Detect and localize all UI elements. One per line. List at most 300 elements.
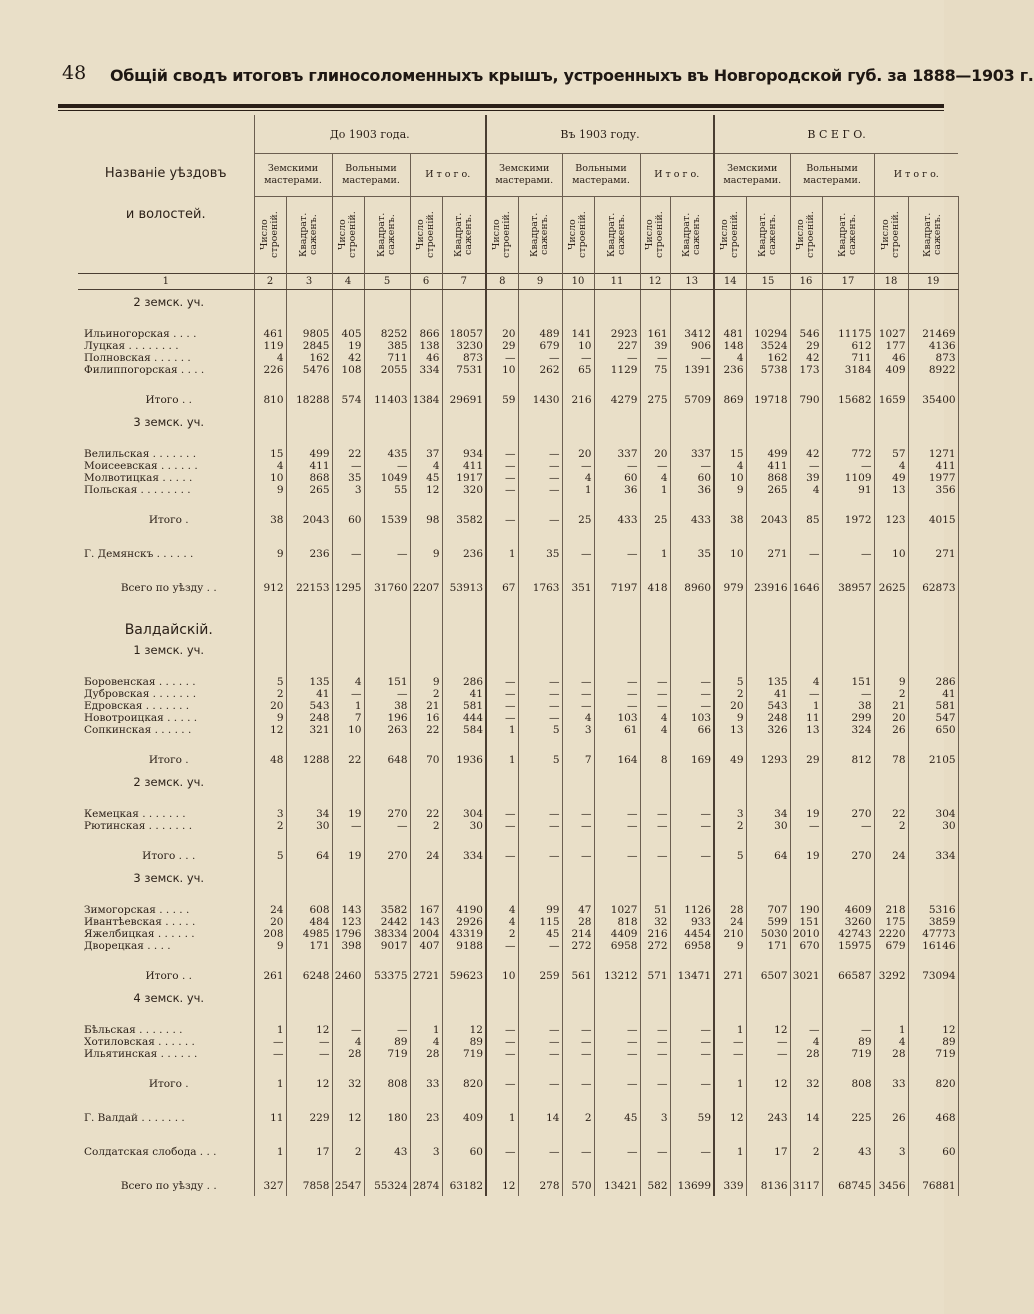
table-cell: 650 (908, 724, 958, 736)
table-cell: — (518, 352, 562, 364)
table-cell: 17 (746, 1142, 790, 1162)
table-cell: 5 (254, 846, 286, 866)
table-cell: — (714, 1048, 746, 1060)
table-cell (332, 952, 364, 966)
table-cell: 32 (640, 916, 670, 928)
table-cell: — (790, 820, 822, 832)
table-cell: 4 (790, 676, 822, 688)
table-cell (286, 598, 332, 612)
table-cell: 9805 (286, 328, 332, 340)
table-cell: 679 (518, 340, 562, 352)
table-cell: 324 (822, 724, 874, 736)
table-cell: 4 (640, 724, 670, 736)
column-number: 11 (594, 274, 640, 290)
table-cell (874, 290, 908, 315)
table-cell (746, 832, 790, 846)
table-cell: 10 (714, 472, 746, 484)
name-header-line-1: Названіе уѣздовъ (104, 166, 227, 181)
table-cell (594, 1010, 640, 1024)
table-cell: 790 (790, 390, 822, 410)
table-cell (486, 290, 518, 315)
table-cell (486, 662, 518, 676)
table-cell: 270 (822, 808, 874, 820)
table-cell (790, 662, 822, 676)
table-cell (670, 890, 714, 904)
table-cell (442, 1162, 486, 1176)
table-cell (332, 794, 364, 808)
table-cell: 435 (364, 448, 410, 460)
row-name (78, 952, 254, 966)
table-cell (714, 290, 746, 315)
total-row (78, 1142, 958, 1162)
table-cell (254, 612, 286, 638)
unit-header-text: Число строеній. (880, 211, 902, 259)
table-cell: 48 (254, 750, 286, 770)
table-cell (822, 662, 874, 676)
table-cell (562, 496, 594, 510)
table-cell: 62873 (908, 578, 958, 598)
unit-header (670, 197, 714, 274)
table-cell (874, 890, 908, 904)
table-cell: — (364, 460, 410, 472)
table-cell: 51 (640, 904, 670, 916)
table-cell (670, 662, 714, 676)
table-cell: 4 (562, 472, 594, 484)
table-cell (594, 612, 640, 638)
table-cell: 7 (562, 750, 594, 770)
gap-row (78, 794, 958, 808)
table-row (78, 340, 958, 352)
table-cell: 1 (874, 1024, 908, 1036)
table-cell (746, 770, 790, 794)
table-row (78, 724, 958, 736)
table-cell (410, 890, 442, 904)
table-cell (254, 1128, 286, 1142)
table-cell (442, 564, 486, 578)
table-cell: 4 (790, 1036, 822, 1048)
table-cell (640, 434, 670, 448)
table-cell: — (594, 1074, 640, 1094)
total-row (78, 1176, 958, 1196)
table-cell (670, 598, 714, 612)
unit-header (908, 197, 958, 274)
table-cell: 22 (332, 448, 364, 460)
table-cell (640, 794, 670, 808)
table-cell: 1 (254, 1074, 286, 1094)
table-cell: 24 (254, 904, 286, 916)
table-cell (562, 410, 594, 434)
table-cell (594, 866, 640, 890)
unit-header (822, 197, 874, 274)
table-cell (442, 794, 486, 808)
table-cell: 19 (332, 340, 364, 352)
table-cell: 60 (670, 472, 714, 484)
table-cell: 2 (254, 688, 286, 700)
table-cell: 407 (410, 940, 442, 952)
table-cell (442, 612, 486, 638)
table-cell (332, 832, 364, 846)
table-cell: 28 (562, 916, 594, 928)
table-cell: — (518, 448, 562, 460)
column-number: 8 (486, 274, 518, 290)
table-cell (594, 662, 640, 676)
table-cell: 29 (790, 750, 822, 770)
unit-header (442, 197, 486, 274)
table-cell: 1430 (518, 390, 562, 410)
table-cell: 286 (442, 676, 486, 688)
table-cell: 42 (790, 352, 822, 364)
table-cell (562, 290, 594, 315)
table-cell: 1 (640, 484, 670, 496)
table-cell (908, 434, 958, 448)
table-cell: 612 (822, 340, 874, 352)
table-cell: — (486, 460, 518, 472)
row-name: 2 земск. уч. (78, 770, 254, 794)
table-cell: 99 (518, 904, 562, 916)
table-cell (486, 866, 518, 890)
table-cell: 5 (714, 846, 746, 866)
table-cell: 21 (410, 700, 442, 712)
table-cell (594, 770, 640, 794)
table-cell: 35 (670, 544, 714, 564)
table-cell: — (486, 1074, 518, 1094)
table-cell: 70 (410, 750, 442, 770)
table-cell: — (670, 808, 714, 820)
table-cell: 13699 (670, 1176, 714, 1196)
table-cell: 2460 (332, 966, 364, 986)
table-cell: 719 (442, 1048, 486, 1060)
table-cell: 1 (714, 1074, 746, 1094)
table-cell: 162 (746, 352, 790, 364)
table-cell: — (746, 1036, 790, 1048)
table-cell (364, 314, 410, 328)
table-cell (822, 832, 874, 846)
table-cell: — (822, 1024, 874, 1036)
table-cell (714, 564, 746, 578)
table-cell: 12 (286, 1074, 332, 1094)
table-cell: 15975 (822, 940, 874, 952)
gap-row (78, 496, 958, 510)
table-cell: 10 (332, 724, 364, 736)
column-number: 18 (874, 274, 908, 290)
table-cell: 304 (908, 808, 958, 820)
table-cell (286, 410, 332, 434)
table-cell (410, 530, 442, 544)
table-cell (908, 662, 958, 676)
row-name: 3 земск. уч. (78, 410, 254, 434)
unit-header (486, 197, 518, 274)
table-cell: 115 (518, 916, 562, 928)
table-cell: — (670, 846, 714, 866)
table-cell (822, 564, 874, 578)
table-cell (332, 314, 364, 328)
table-cell (254, 1162, 286, 1176)
table-cell (562, 1162, 594, 1176)
table-cell: 1 (332, 700, 364, 712)
table-cell: 39 (640, 340, 670, 352)
table-cell (364, 434, 410, 448)
table-cell: 12 (410, 484, 442, 496)
table-cell (286, 952, 332, 966)
group-before-1903: До 1903 года. (254, 115, 486, 154)
table-cell: 1027 (874, 328, 908, 340)
table-cell (442, 1094, 486, 1108)
table-cell (594, 794, 640, 808)
table-cell: 15 (254, 448, 286, 460)
table-cell (714, 794, 746, 808)
table-cell: — (640, 1024, 670, 1036)
table-cell: 33 (874, 1074, 908, 1094)
table-cell: — (486, 676, 518, 688)
table-cell (410, 1162, 442, 1176)
table-cell: 13421 (594, 1176, 640, 1196)
table-cell: 20 (714, 700, 746, 712)
table-cell (518, 952, 562, 966)
table-cell: 444 (442, 712, 486, 724)
row-name (78, 1060, 254, 1074)
column-number: 19 (908, 274, 958, 290)
page-title: Общій сводъ итоговъ глиносоломенныхъ крышъ, устроенныхъ въ Новгородской губ. за 1888—1903 г. (110, 66, 1034, 85)
table-cell: 2043 (746, 510, 790, 530)
gap-row (78, 530, 958, 544)
table-cell (332, 598, 364, 612)
table-cell: 2923 (594, 328, 640, 340)
table-cell: 43319 (442, 928, 486, 940)
table-cell (670, 410, 714, 434)
table-cell: 906 (670, 340, 714, 352)
table-cell: 28 (874, 1048, 908, 1060)
table-cell: 818 (594, 916, 640, 928)
table-cell (640, 564, 670, 578)
table-cell: 13 (790, 724, 822, 736)
table-cell (254, 598, 286, 612)
table-cell (410, 832, 442, 846)
table-cell: 1917 (442, 472, 486, 484)
table-cell: 272 (640, 940, 670, 952)
table-cell: 286 (908, 676, 958, 688)
table-cell (518, 376, 562, 390)
table-cell (410, 638, 442, 662)
table-cell (486, 794, 518, 808)
table-cell: — (562, 460, 594, 472)
table-cell (874, 866, 908, 890)
table-cell (790, 496, 822, 510)
row-name: Польская . . . . . . . . (78, 484, 254, 496)
table-cell (442, 770, 486, 794)
table-row (78, 364, 958, 376)
table-cell: 433 (670, 510, 714, 530)
table-cell (670, 1128, 714, 1142)
table-cell (594, 1162, 640, 1176)
table-cell (908, 890, 958, 904)
table-cell: 23 (410, 1108, 442, 1128)
table-cell: 873 (908, 352, 958, 364)
table-cell: 236 (442, 544, 486, 564)
table-cell: 5030 (746, 928, 790, 940)
table-cell: 24 (410, 846, 442, 866)
table-cell (364, 770, 410, 794)
table-cell (486, 612, 518, 638)
table-cell (908, 410, 958, 434)
table-cell: 216 (640, 928, 670, 940)
table-cell: 719 (364, 1048, 410, 1060)
table-cell (746, 1094, 790, 1108)
table-cell: 4 (640, 712, 670, 724)
table-cell: — (640, 1048, 670, 1060)
table-cell: — (640, 676, 670, 688)
table-cell: 484 (286, 916, 332, 928)
table-cell: 248 (746, 712, 790, 724)
table-cell: 3859 (908, 916, 958, 928)
table-cell: 4190 (442, 904, 486, 916)
table-cell (908, 736, 958, 750)
table-cell (822, 1094, 874, 1108)
table-cell: 60 (332, 510, 364, 530)
county-row (78, 612, 958, 638)
table-cell (254, 376, 286, 390)
table-cell (518, 638, 562, 662)
table-cell (254, 496, 286, 510)
table-cell: — (364, 688, 410, 700)
table-cell (746, 1010, 790, 1024)
table-cell: — (486, 1036, 518, 1048)
table-cell (594, 1060, 640, 1074)
table-cell: 1391 (670, 364, 714, 376)
table-cell (410, 314, 442, 328)
page-number: 48 (62, 62, 87, 84)
table-row (78, 448, 958, 460)
row-name (78, 314, 254, 328)
table-cell: 933 (670, 916, 714, 928)
table-cell: 26 (874, 724, 908, 736)
table-cell: 326 (746, 724, 790, 736)
table-cell (714, 530, 746, 544)
table-cell (518, 1128, 562, 1142)
table-cell: — (518, 712, 562, 724)
table-cell: 4 (874, 460, 908, 472)
table-cell: — (486, 1142, 518, 1162)
table-cell (874, 564, 908, 578)
table-cell: — (640, 846, 670, 866)
table-cell (790, 314, 822, 328)
table-row (78, 328, 958, 340)
table-cell: 38 (714, 510, 746, 530)
table-cell: 59 (486, 390, 518, 410)
table-cell (442, 434, 486, 448)
table-cell (332, 638, 364, 662)
table-cell: 648 (364, 750, 410, 770)
table-cell: 1977 (908, 472, 958, 484)
table-cell (518, 794, 562, 808)
table-cell: 18288 (286, 390, 332, 410)
row-name: Едровская . . . . . . . (78, 700, 254, 712)
gap-row (78, 1128, 958, 1142)
table-cell (486, 496, 518, 510)
table-cell (364, 564, 410, 578)
table-cell: 334 (442, 846, 486, 866)
table-cell (874, 496, 908, 510)
table-cell: — (486, 808, 518, 820)
table-cell: 151 (790, 916, 822, 928)
column-number: 15 (746, 274, 790, 290)
unit-header (640, 197, 670, 274)
table-cell (442, 736, 486, 750)
table-cell (442, 986, 486, 1010)
table-cell (746, 1162, 790, 1176)
table-cell: — (714, 1036, 746, 1048)
table-cell (822, 890, 874, 904)
table-cell: 65 (562, 364, 594, 376)
table-cell: — (364, 1024, 410, 1036)
table-cell: 10 (874, 544, 908, 564)
table-cell: — (332, 460, 364, 472)
row-name: Филиппогорская . . . . (78, 364, 254, 376)
table-cell (670, 1010, 714, 1024)
table-cell (442, 1128, 486, 1142)
table-cell: 7531 (442, 364, 486, 376)
table-cell: 868 (286, 472, 332, 484)
table-cell: 22 (332, 750, 364, 770)
table-cell: 934 (442, 448, 486, 460)
table-cell (670, 1162, 714, 1176)
row-name: Полновская . . . . . . (78, 352, 254, 364)
table-cell: 1796 (332, 928, 364, 940)
table-cell (874, 770, 908, 794)
table-cell: 385 (364, 340, 410, 352)
table-cell (562, 770, 594, 794)
table-cell (822, 1060, 874, 1074)
table-cell (822, 612, 874, 638)
table-cell: 4 (410, 460, 442, 472)
column-number: 3 (286, 274, 332, 290)
unit-header (874, 197, 908, 274)
row-name: Итого . (78, 1074, 254, 1094)
table-cell (908, 794, 958, 808)
table-cell (640, 496, 670, 510)
table-cell (670, 314, 714, 328)
table-cell: 24 (714, 916, 746, 928)
table-cell: 12 (746, 1024, 790, 1036)
table-cell: 9 (254, 544, 286, 564)
table-cell: 180 (364, 1108, 410, 1128)
unit-header (364, 197, 410, 274)
row-name: Хотиловская . . . . . . (78, 1036, 254, 1048)
table-cell (874, 1010, 908, 1024)
table-cell: 108 (332, 364, 364, 376)
table-cell: 3292 (874, 966, 908, 986)
table-cell: 12 (908, 1024, 958, 1036)
table-cell (562, 890, 594, 904)
table-cell (486, 1010, 518, 1024)
table-cell: — (518, 676, 562, 688)
table-cell: 55 (364, 484, 410, 496)
table-cell: 41 (442, 688, 486, 700)
table-cell (874, 376, 908, 390)
table-cell (640, 638, 670, 662)
row-name: Дубровская . . . . . . . (78, 688, 254, 700)
row-name (78, 736, 254, 750)
table-cell: — (640, 1074, 670, 1094)
column-number: 2 (254, 274, 286, 290)
table-cell (670, 638, 714, 662)
table-cell (286, 638, 332, 662)
table-cell (790, 890, 822, 904)
table-cell (254, 986, 286, 1010)
table-cell: 719 (822, 1048, 874, 1060)
table-cell (486, 638, 518, 662)
table-cell: — (562, 1074, 594, 1094)
table-cell: — (822, 544, 874, 564)
